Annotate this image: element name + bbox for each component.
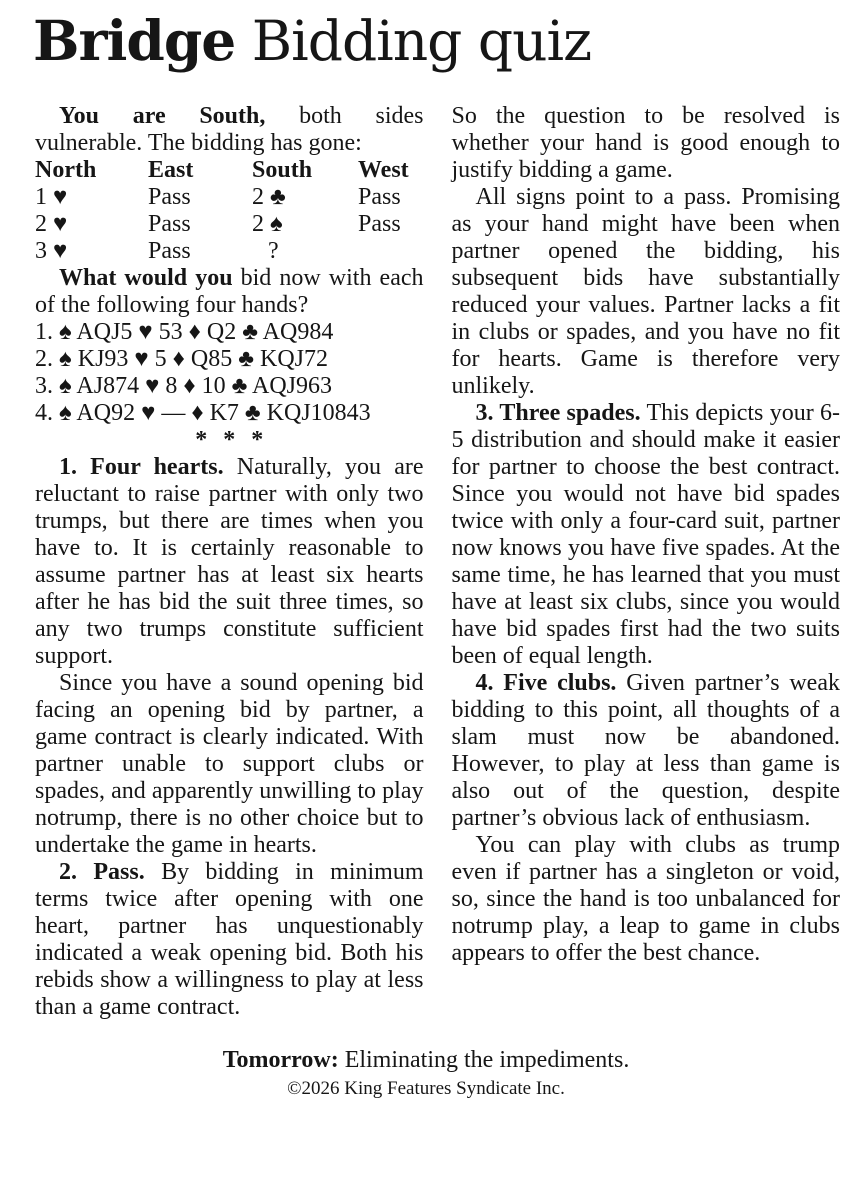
hand-4: 4. ♠ AQ92 ♥ — ♦ K7 ♣ KQJ10843 — [35, 400, 371, 426]
intro-lead: You are South, — [59, 103, 266, 129]
bid-west-3 — [358, 238, 424, 265]
column-subtitle: Bidding quiz — [235, 9, 592, 73]
bidding-header-south: South — [252, 157, 313, 183]
bid-east-1: Pass — [148, 184, 191, 210]
article-body — [35, 103, 840, 1021]
bid-east-3: Pass — [148, 238, 191, 264]
answer-1-text: Naturally, you are reluctant to raise partner with only two trumps, but there are times when you have to. It is certainly reasonable to assume partner has at least six hearts after he has bid the suit three times, so any two trumps constitute sufficient support. — [35, 454, 424, 669]
answer-2-lead: 2. Pass. — [59, 859, 145, 885]
bid-south-2: 2 ♠ — [252, 211, 283, 237]
hand-3: 3. ♠ AJ874 ♥ 8 ♦ 10 ♣ AQJ963 — [35, 373, 333, 399]
answer-2-continuation-2: All signs point to a pass. Promising as your hand might have been when partner opened the bidding, his subsequent bids have substantially reduced your values. Partner lacks a fit in clubs or spades, and you have no fit for hearts. Game is therefore very unlikely. — [451, 184, 840, 399]
bidding-header-west: West — [358, 157, 409, 183]
answer-4-paragraph — [452, 670, 841, 832]
column-footer — [0, 1047, 852, 1100]
answer-2-continuation: So the question to be resolved is whether your hand is good enough to justify bidding a game. — [451, 103, 840, 183]
answer-1-paragraph — [35, 454, 424, 670]
hand-2: 2. ♠ KJ93 ♥ 5 ♦ Q85 ♣ KQJ72 — [35, 346, 329, 372]
bid-north-1: 1 ♥ — [35, 184, 68, 210]
bid-south-3: ? — [268, 238, 279, 264]
question-paragraph — [35, 265, 424, 319]
bid-west-1: Pass — [358, 184, 401, 210]
answer-3-text: This depicts your 6-5 distribution and should make it easier for partner to choose the best contract. Since you would not have bid spades twice with only a four-card suit, partner now knows you have five spades. At the same time, he has learned that you must have at least six clubs, since you would have bid spades first had the two suits been of equal length. — [451, 400, 840, 669]
answer-1-lead: 1. Four hearts. — [59, 454, 224, 480]
column-brand-title: Bridge — [33, 8, 236, 73]
answer-2-paragraph — [35, 859, 424, 1021]
bid-north-3: 3 ♥ — [35, 238, 68, 264]
tomorrow-text: Eliminating the impediments. — [338, 1047, 630, 1073]
answer-3-paragraph — [452, 400, 841, 670]
answer-1-paragraph-2: Since you have a sound opening bid facing an opening bid by partner, a game contract is clearly indicated. With partner unable to support clubs or spades, and apparently unwilling to play notrump, there is no other choice but to undertake the game in hearts. — [35, 670, 424, 858]
answer-4-text: Given partner’s weak bidding to this point, all thoughts of a slam must now be abandoned. However, to play at less than game is also out of the question, despite partner’s obvious lack of enthusiasm. — [451, 670, 840, 831]
tomorrow-teaser — [0, 1047, 852, 1074]
intro-paragraph — [35, 103, 424, 157]
tomorrow-label: Tomorrow: — [222, 1047, 339, 1073]
right-column — [452, 103, 841, 1021]
bid-west-2: Pass — [358, 211, 401, 237]
answer-4-lead: 4. Five clubs. — [475, 670, 617, 696]
bid-south-1: 2 ♣ — [252, 184, 286, 210]
bid-east-2: Pass — [148, 211, 191, 237]
column-masthead — [0, 0, 852, 73]
bid-north-2: 2 ♥ — [35, 211, 68, 237]
left-column — [35, 103, 424, 1021]
hand-1: 1. ♠ AQJ5 ♥ 53 ♦ Q2 ♣ AQ984 — [35, 319, 334, 345]
section-divider: * * * — [195, 427, 264, 453]
question-lead: What would you — [59, 265, 233, 291]
copyright-notice: ©2026 King Features Syndicate Inc. — [287, 1078, 565, 1099]
answer-4-paragraph-2: You can play with clubs as trump even if partner has a singleton or void, so, since the hand is too unbalanced for notrump play, a leap to game in clubs appears to offer the best chance. — [451, 832, 840, 966]
answer-2-text: By bidding in minimum terms twice after opening with one heart, partner has unquestionably indicated a weak opening bid. Both his rebids show a willingness to play at less than a game contract. — [35, 859, 424, 1020]
bidding-header-east: East — [148, 157, 194, 183]
answer-3-lead: 3. Three spades. — [475, 400, 641, 426]
question-text: bid now with each of the following four hands? — [35, 265, 424, 318]
intro-text: both sides vulnerable. The bidding has gone: — [35, 103, 424, 156]
bidding-header-north: North — [35, 157, 97, 183]
bidding-table — [35, 157, 424, 265]
